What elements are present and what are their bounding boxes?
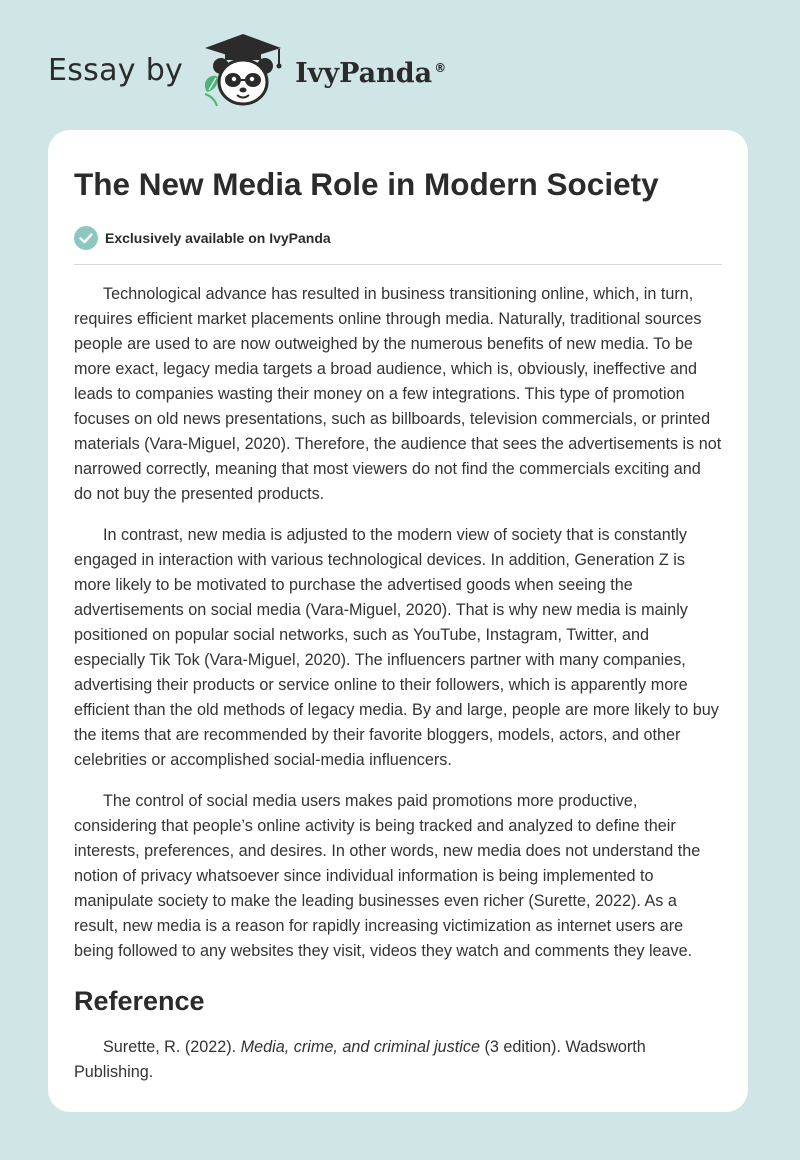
reference-heading: Reference [74,986,205,1016]
body-paragraph: Technological advance has resulted in business transitioning online, which, in turn, requires efficient market placements online through media. Naturally, traditional sources people are used to are now outweighed by the numerous benefits of new media. To be more exact, legacy media targets a broad audience, which is, obviously, ineffective and leads to companies wasting their money on a few integrations. This type of promotion focuses on old news presentations, such as billboards, television commercials, or printed materials (Vara-Miguel, 2020). Therefore, the audience that sees the advertisements is not narrowed correctly, meaning that most viewers do not find the commercials exciting and do not buy the presented products. [74,285,722,503]
essay-title: The New Media Role in Modern Society [74,166,659,202]
check-circle-icon [74,226,98,250]
body-paragraph: In contrast, new media is adjusted to the modern view of society that is constantly engaged in interaction with various technological devices. In addition, Generation Z is more likely to be motivated to purchase the advertised goods when seeing the advertisements on social media (Vara-Miguel, 2020). That is why new media is mainly positioned on popular social networks, such as YouTube, Instagram, Twitter, and especially Tik Tok (Vara-Miguel, 2020). The influencers partner with many companies, advertising their products or service online to their followers, which is apparently more efficient than the old methods of legacy media. By and large, people are more likely to buy the items that are recommended by their favorite bloggers, models, actors, and other celebrities or accomplished social-media influencers. [74,526,719,769]
reference-publisher: (3 edition). Wadsworth Publishing. [74,1038,646,1081]
divider [74,264,722,265]
essay-card [48,130,748,1112]
exclusive-badge [74,224,722,252]
panda-graduate-icon [197,30,289,110]
exclusive-badge-label: Exclusively available on IvyPanda [105,230,331,246]
brand-prefix: Essay by [48,52,184,88]
body-paragraph: The control of social media users makes paid promotions more productive, considering that people’s online activity is being tracked and analyzed to define their interests, preferences, and desires. In other words, new media does not understand the notion of privacy whatsoever since individual information is being implemented to manipulate society to make the leading businesses even richer (Surette, 2022). As a result, new media is a reason for rapidly increasing victimization as internet users are being followed to any websites they visit, videos they watch and comments they leave. [74,792,701,960]
registered-mark: ® [434,60,447,75]
brand-name: IvyPanda ® [295,57,447,89]
reference-author: Surette, R. (2022). [103,1038,241,1056]
reference-title: Media, crime, and criminal justice [240,1038,480,1056]
reference-entry [74,1035,722,1085]
brand-header[interactable] [48,30,446,110]
